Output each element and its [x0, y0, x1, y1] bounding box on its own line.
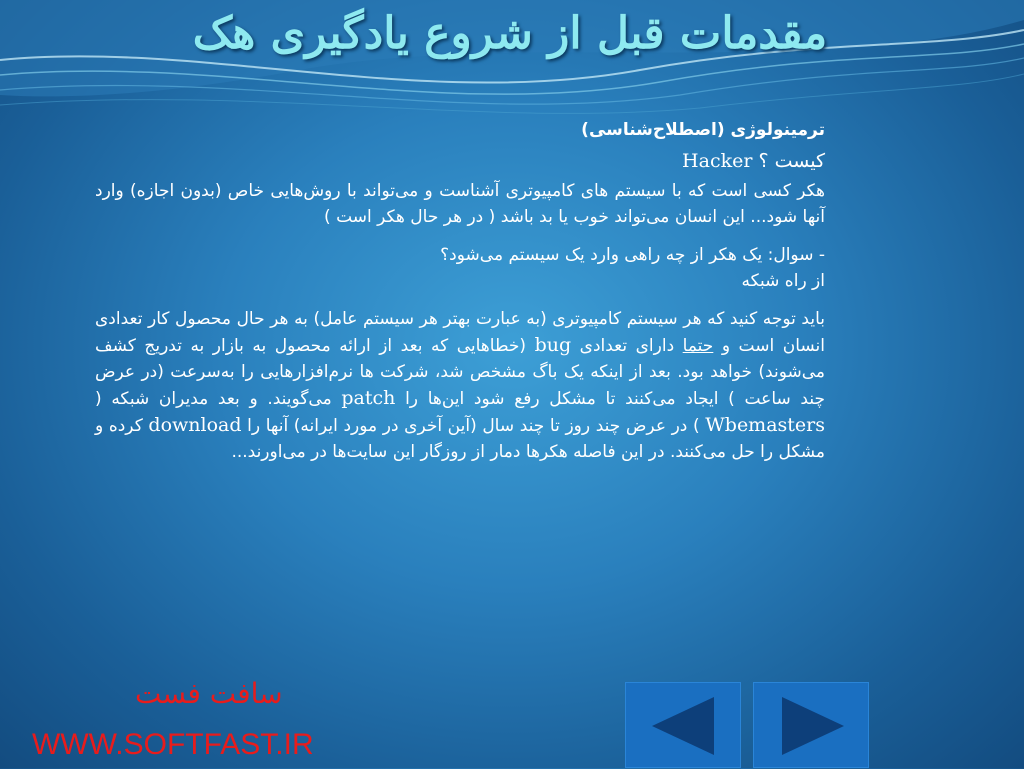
- hacker-question-suffix: کیست ؟: [752, 150, 825, 172]
- bug-paragraph-text-1: باید توجه کنید که هر سیستم کامپیوتری (به عبارت بهتر هر سیستم عامل) به هر حال محصول کار تعدادی انسان است و: [95, 309, 825, 356]
- question-line: - سوال: یک هکر از چه راهی وارد یک سیستم می‌شود؟: [440, 245, 825, 265]
- webmasters-word: Wbemasters: [705, 414, 825, 436]
- triangle-right-icon: [754, 683, 870, 769]
- slide-title: مقدمات قبل از شروع یادگیری هک: [192, 8, 828, 59]
- patch-word: patch: [341, 387, 396, 409]
- bug-paragraph: [95, 306, 825, 465]
- hacker-word: Hacker: [682, 150, 753, 172]
- bug-paragraph-text-4: می‌گویند. و بعد مدیران شبکه (: [95, 389, 342, 409]
- download-word: download: [148, 414, 242, 436]
- bug-paragraph-text-5: ) در عرض چند روز تا چند سال (آین آخری در مورد ایرانه) آنها را: [241, 416, 706, 436]
- bug-paragraph-text-2: دارای تعدادی: [571, 336, 683, 356]
- underlined-word: حتما: [682, 336, 714, 356]
- brand-name: سافت فست: [135, 677, 283, 710]
- slide-content: [95, 118, 825, 465]
- hacker-definition: هکر کسی است که با سیستم های کامپیوتری آشناست و می‌تواند با روش‌هایی خاص (بدون اجازه) وارد آنها شود... این انسان می‌تواند خوب یا بد باشد ( در هر حال هکر است ): [95, 181, 825, 227]
- previous-slide-button[interactable]: [625, 682, 741, 768]
- terminology-heading: ترمینولوژی (اصطلاح‌شناسی): [581, 120, 825, 140]
- bug-word: bug: [534, 334, 572, 356]
- triangle-left-icon: [626, 683, 742, 769]
- bug-paragraph-text-6: کرده و مشکل را حل می‌کنند. در این فاصله هکرها دمار از روزگار این سایت‌ها در می‌اورند...: [95, 416, 825, 462]
- brand-url-link[interactable]: WWW.SOFTFAST.IR: [32, 728, 314, 761]
- hacker-question: [95, 148, 825, 174]
- next-slide-button[interactable]: [753, 682, 869, 768]
- bug-paragraph-text-3: (خطاهایی که بعد از ارائه محصول به بازار به تدریج کشف می‌شوند) خواهد بود. بعد از اینکه یک باگ مشخص شد، شرکت ها نرم‌افزارهایی را به‌سرعت (در عرض چند ساعت ) ایجاد می‌کنند تا مشکل رفع شود این‌ها را: [95, 336, 825, 409]
- answer-line: از راه شبکه: [741, 271, 825, 291]
